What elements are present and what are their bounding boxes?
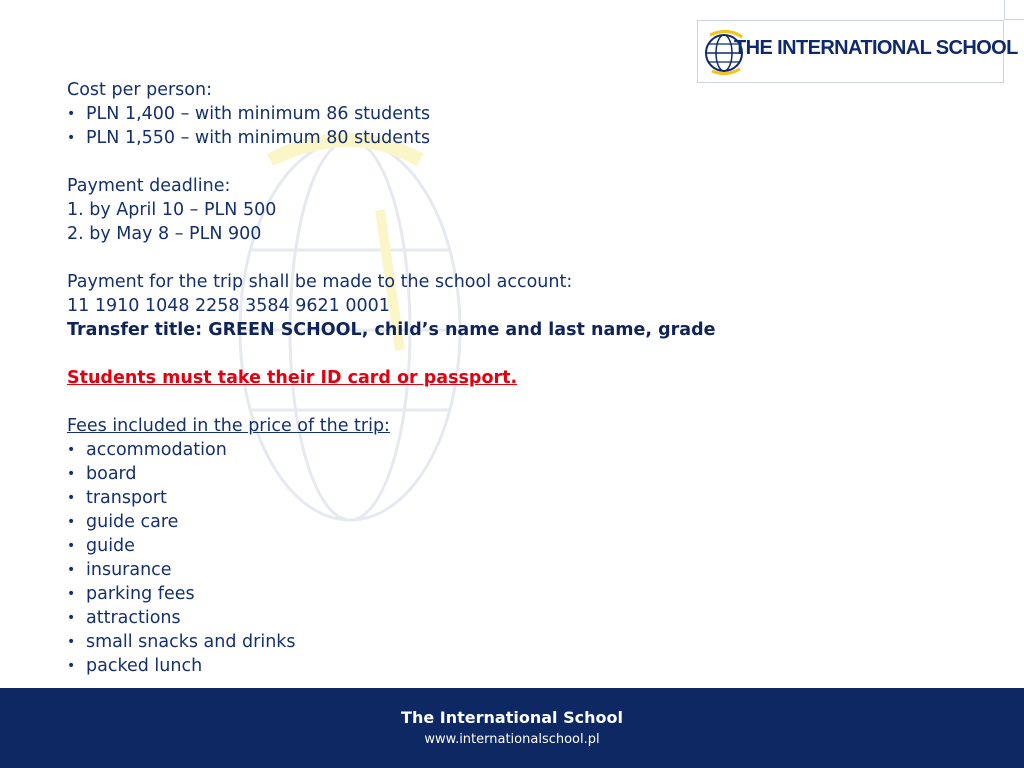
fees-heading: Fees included in the price of the trip:	[67, 416, 390, 436]
payment-intro: Payment for the trip shall be made to the school account:	[67, 272, 573, 292]
list-item: • transport	[67, 488, 167, 508]
list-item: • insurance	[67, 560, 172, 580]
footer-bar	[0, 688, 1024, 768]
list-item: • guide	[67, 536, 135, 556]
list-item: 1. by April 10 – PLN 500	[67, 200, 277, 220]
bullet-icon: •	[67, 466, 76, 482]
trip-details	[67, 78, 887, 678]
list-item: • accommodation	[67, 440, 227, 460]
bullet-icon: •	[67, 586, 76, 602]
bullet-icon: •	[67, 490, 76, 506]
footer-url[interactable]: www.internationalschool.pl	[424, 732, 600, 747]
deadline-heading: Payment deadline:	[67, 176, 231, 196]
bullet-icon: •	[67, 538, 76, 554]
bullet-icon: •	[67, 130, 76, 146]
footer-title: The International School	[401, 708, 623, 727]
bullet-icon: •	[67, 658, 76, 674]
bullet-icon: •	[67, 610, 76, 626]
list-item: • board	[67, 464, 137, 484]
list-item: • PLN 1,400 – with minimum 86 students	[67, 104, 431, 124]
bullet-icon: •	[67, 562, 76, 578]
bullet-icon: •	[67, 442, 76, 458]
corner-mark	[1004, 0, 1024, 20]
cost-heading: Cost per person:	[67, 80, 212, 100]
list-item: • PLN 1,550 – with minimum 80 students	[67, 128, 431, 148]
account-number: 11 1910 1048 2258 3584 9621 0001	[67, 296, 390, 316]
logo-text: THE INTERNATIONAL SCHOOL	[734, 37, 1018, 59]
school-logo	[697, 20, 1018, 83]
id-warning: Students must take their ID card or passport.	[67, 368, 518, 388]
bullet-icon: •	[67, 106, 76, 122]
transfer-title: Transfer title: GREEN SCHOOL, child’s name and last name, grade	[67, 320, 716, 340]
list-item: • guide care	[67, 512, 179, 532]
list-item: 2. by May 8 – PLN 900	[67, 224, 262, 244]
list-item: • attractions	[67, 608, 181, 628]
bullet-icon: •	[67, 514, 76, 530]
list-item: • packed lunch	[67, 656, 203, 676]
list-item: • small snacks and drinks	[67, 632, 296, 652]
bullet-icon: •	[67, 634, 76, 650]
list-item: • parking fees	[67, 584, 195, 604]
